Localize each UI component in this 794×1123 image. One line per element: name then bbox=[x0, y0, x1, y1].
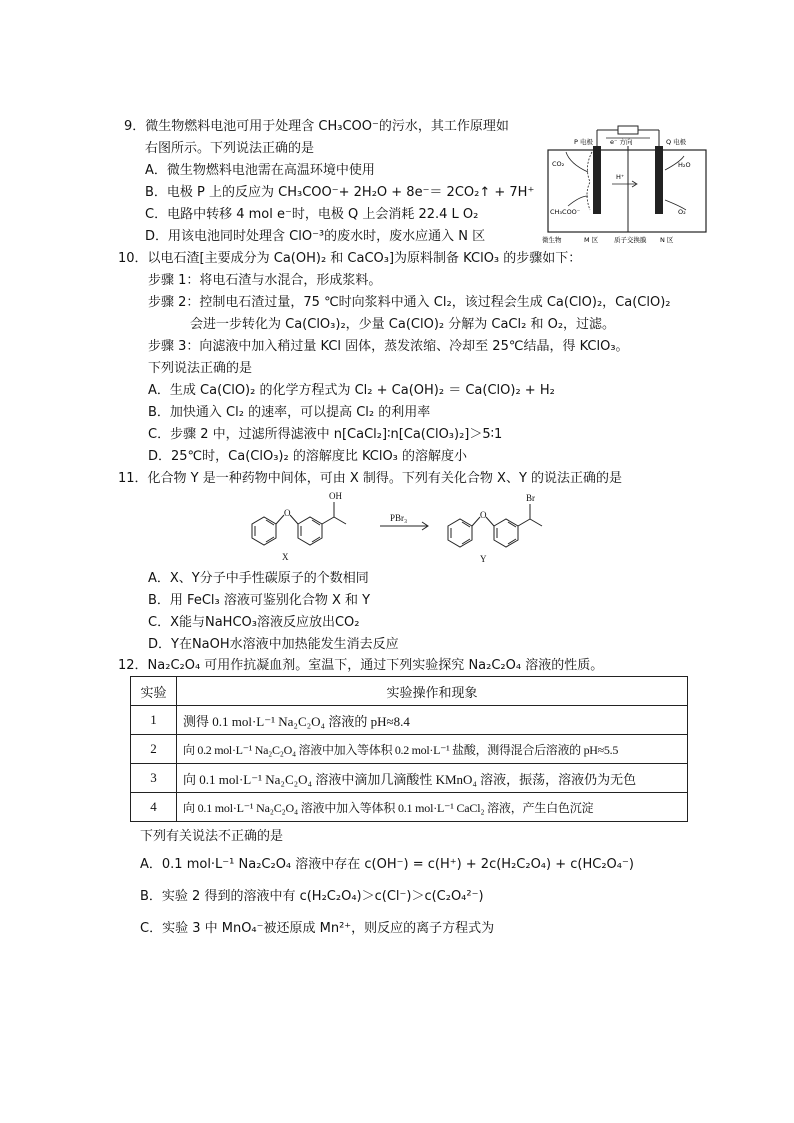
table-cell-text: 向 0.1 mol·L⁻¹ Na₂C₂O₄ 溶液中加入等体积 0.1 mol·L⁻¹ CaCl₂ 溶液，产生白色沉淀 bbox=[177, 793, 688, 822]
experiment-table bbox=[130, 676, 688, 822]
label-h2o: H₂O bbox=[678, 161, 691, 169]
q9-option-b: B．电极 P 上的反应为 CH₃COO⁻+ 2H₂O + 8e⁻＝ 2CO₂↑ + 7H⁺ bbox=[145, 185, 535, 200]
q10-option-a: A．生成 Ca(ClO)₂ 的化学方程式为 Cl₂ + Ca(OH)₂ ＝ Ca(ClO)₂ + H₂ bbox=[148, 383, 555, 398]
label-co2: CO₂ bbox=[552, 160, 565, 168]
q10-option-b: B．加快通入 Cl₂ 的速率，可以提高 Cl₂ 的利用率 bbox=[148, 405, 431, 420]
table-header-experiment: 实验 bbox=[131, 677, 177, 706]
table-cell-number: 1 bbox=[131, 706, 177, 735]
q10-stem: 10．以电石渣[主要成分为 Ca(OH)₂ 和 CaCO₃]为原料制备 KClO₃ 的步骤如下： bbox=[118, 251, 582, 266]
q9-stem-line1: 9．微生物燃料电池可用于处理含 CH₃COO⁻的污水，其工作原理如 bbox=[124, 119, 509, 134]
q12-option-c: C．实验 3 中 MnO₄⁻被还原成 Mn²⁺，则反应的离子方程式为 bbox=[140, 921, 495, 936]
q12-option-a: A．0.1 mol·L⁻¹ Na₂C₂O₄ 溶液中存在 c(OH⁻) = c(H⁺) + 2c(H₂C₂O₄) + c(HC₂O₄⁻) bbox=[140, 857, 634, 872]
table-cell-number: 3 bbox=[131, 764, 177, 793]
label-m-zone: M 区 bbox=[584, 236, 599, 244]
q9-option-c: C．电路中转移 4 mol e⁻时，电极 Q 上会消耗 22.4 L O₂ bbox=[145, 207, 479, 222]
q11-option-d: D．Y在NaOH水溶液中加热能发生消去反应 bbox=[148, 637, 399, 652]
table-header-operation: 实验操作和现象 bbox=[177, 677, 688, 706]
label-membrane: 质子交换膜 bbox=[614, 236, 647, 244]
q11-option-c: C．X能与NaHCO₃溶液反应放出CO₂ bbox=[148, 615, 360, 630]
table-row bbox=[131, 706, 688, 735]
q10-ask: 下列说法正确的是 bbox=[148, 361, 253, 376]
table-header-row bbox=[131, 677, 688, 706]
q10-step2-line2: 会进一步转化为 Ca(ClO₃)₂，少量 Ca(ClO)₂ 分解为 CaCl₂ 和 O₂，过滤。 bbox=[190, 317, 616, 332]
label-h: H⁺ bbox=[616, 173, 625, 181]
label-microbe: 微生物 bbox=[542, 236, 562, 244]
x-oxygen: O bbox=[284, 508, 291, 518]
table-cell-text: 向 0.2 mol·L⁻¹ Na₂C₂O₄ 溶液中加入等体积 0.2 mol·L⁻¹ 盐酸，测得混合后溶液的 pH≈5.5 bbox=[177, 735, 688, 764]
table-cell-text: 测得 0.1 mol·L⁻¹ Na₂C₂O₄ 溶液的 pH≈8.4 bbox=[177, 706, 688, 735]
y-br: Br bbox=[526, 493, 535, 503]
x-oh: OH bbox=[329, 491, 342, 501]
table-cell-number: 2 bbox=[131, 735, 177, 764]
q12-stem: 12．Na₂C₂O₄ 可用作抗凝血剂。室温下，通过下列实验探究 Na₂C₂O₄ 溶液的性质。 bbox=[118, 658, 604, 673]
q10-option-d: D．25℃时，Ca(ClO₃)₂ 的溶解度比 KClO₃ 的溶解度小 bbox=[148, 449, 468, 464]
y-label: Y bbox=[480, 554, 487, 564]
q11-option-b: B．用 FeCl₃ 溶液可鉴别化合物 X 和 Y bbox=[148, 593, 371, 608]
q9-option-a: A．微生物燃料电池需在高温环境中使用 bbox=[145, 163, 375, 178]
table-row bbox=[131, 735, 688, 764]
y-oxygen: O bbox=[480, 510, 487, 520]
label-p: P 电极 bbox=[574, 138, 593, 146]
table-cell-number: 4 bbox=[131, 793, 177, 822]
label-o2: O₂ bbox=[678, 208, 686, 216]
q10-option-c: C．步骤 2 中，过滤所得滤液中 n[CaCl₂]∶n[Ca(ClO₃)₂]＞5∶1 bbox=[148, 427, 503, 442]
table-row bbox=[131, 764, 688, 793]
q9-option-d: D．用该电池同时处理含 ClO⁻³的废水时，废水应通入 N 区 bbox=[145, 229, 486, 244]
q12-ask: 下列有关说法不正确的是 bbox=[140, 829, 284, 844]
fuel-cell-diagram bbox=[540, 122, 712, 246]
q12-option-b: B．实验 2 得到的溶液中有 c(H₂C₂O₄)＞c(Cl⁻)＞c(C₂O₄²⁻) bbox=[140, 889, 484, 904]
q9-stem-line2: 右图所示。下列说法正确的是 bbox=[145, 141, 315, 156]
q10-step2-line1: 步骤 2：控制电石渣过量，75 ℃时向浆料中通入 Cl₂，该过程会生成 Ca(ClO)₂，Ca(ClO)₂ bbox=[148, 295, 671, 310]
table-cell-text: 向 0.1 mol·L⁻¹ Na₂C₂O₄ 溶液中滴加几滴酸性 KMnO₄ 溶液，振荡，溶液仍为无色 bbox=[177, 764, 688, 793]
q10-step1: 步骤 1：将电石渣与水混合，形成浆料。 bbox=[148, 273, 382, 288]
q11-stem: 11．化合物 Y 是一种药物中间体，可由 X 制得。下列有关化合物 X、Y 的说法正确的是 bbox=[118, 471, 623, 486]
label-q: Q 电极 bbox=[666, 138, 687, 146]
label-ch3coo: CH₃COO⁻ bbox=[550, 208, 581, 216]
reaction-scheme bbox=[230, 488, 570, 568]
label-e: e⁻ 方向 bbox=[610, 138, 633, 146]
x-label: X bbox=[282, 552, 289, 562]
table-row bbox=[131, 793, 688, 822]
q11-option-a: A．X、Y分子中手性碳原子的个数相同 bbox=[148, 571, 369, 586]
q10-step3: 步骤 3：向滤液中加入稍过量 KCl 固体，蒸发浓缩、冷却至 25℃结晶，得 KClO₃。 bbox=[148, 339, 629, 354]
label-n-zone: N 区 bbox=[660, 236, 674, 244]
reagent-pbr3: PBr₃ bbox=[390, 513, 408, 523]
